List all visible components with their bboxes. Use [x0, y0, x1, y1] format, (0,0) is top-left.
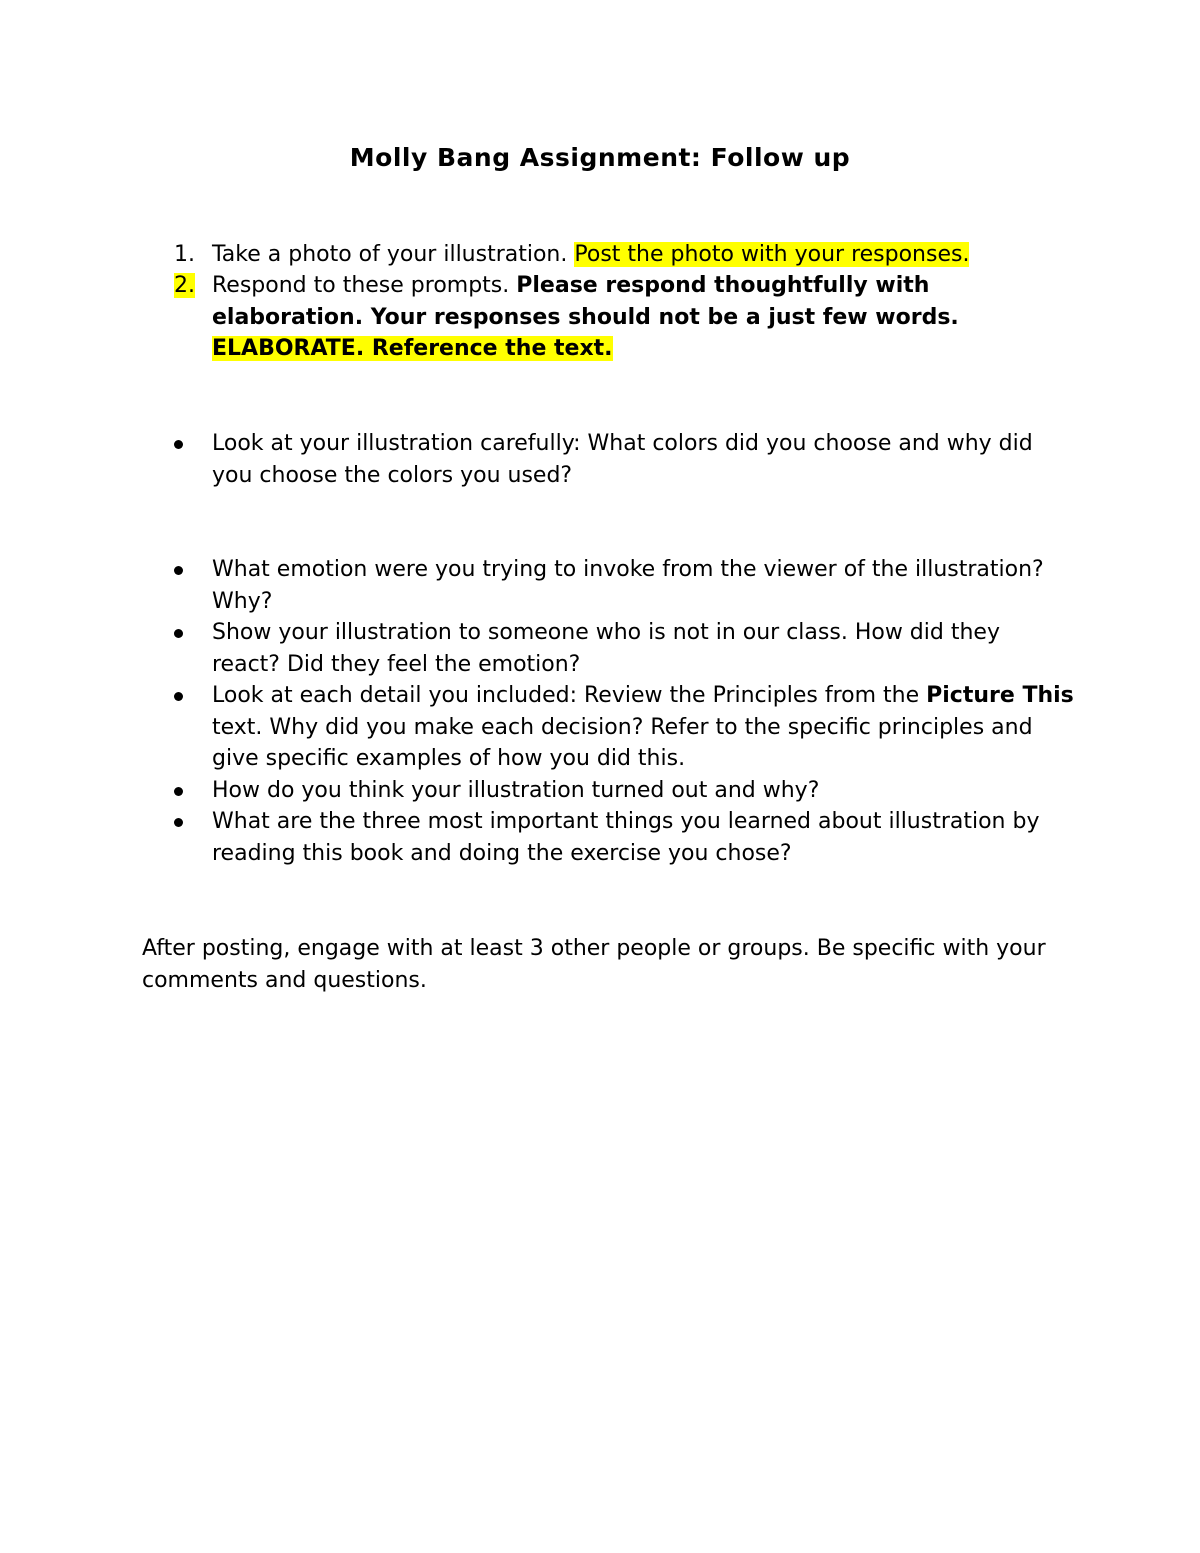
bullet-text-6: What are the three most important things you learned about illustration by reading this book and doing the exercise you chose? [212, 809, 1040, 866]
bullet-text-4-bold: Picture This [926, 683, 1074, 708]
bullet-icon [174, 566, 183, 575]
bullet-text-5: How do you think your illustration turned out and why? [212, 778, 820, 803]
bullet-text-4 [212, 680, 1074, 775]
numbered-marker-2: 2. [174, 273, 195, 298]
numbered-text-2-bold-highlight: ELABORATE. Reference the text. [212, 336, 613, 361]
bullet-text-2: What emotion were you trying to invoke from the viewer of the illustration? Why? [212, 557, 1044, 614]
bullet-text-1: Look at your illustration carefully: What colors did you choose and why did you choose the colors you used? [212, 431, 1033, 488]
numbered-text-1 [212, 239, 1072, 271]
numbered-text-2-bold: Please respond thoughtfully with elaboration. Your responses should not be a just few words. [212, 273, 959, 330]
numbered-text-1-plain: Take a photo of your illustration. [212, 242, 575, 267]
bullet-text-4-after: text. Why did you make each decision? Refer to the specific principles and give specific examples of how you did this. [212, 714, 1033, 771]
bullet-icon [174, 787, 183, 796]
bullet-text-4-before: Look at each detail you included: Review the Principles from the [212, 683, 927, 708]
bullet-icon [174, 440, 183, 449]
closing-paragraph: After posting, engage with at least 3 other people or groups. Be specific with your comments and questions. [142, 936, 1046, 993]
numbered-text-2 [212, 270, 1072, 365]
numbered-text-2-plain: Respond to these prompts. [212, 273, 517, 298]
bullet-icon [174, 629, 183, 638]
bullet-icon [174, 818, 183, 827]
document-title: Molly Bang Assignment: Follow up [349, 143, 851, 172]
bullet-text-3: Show your illustration to someone who is not in our class. How did they react? Did they feel the emotion? [212, 620, 1000, 677]
numbered-marker-1: 1. [174, 242, 195, 267]
numbered-text-1-highlight: Post the photo with your responses. [574, 242, 970, 267]
bullet-icon [174, 692, 183, 701]
